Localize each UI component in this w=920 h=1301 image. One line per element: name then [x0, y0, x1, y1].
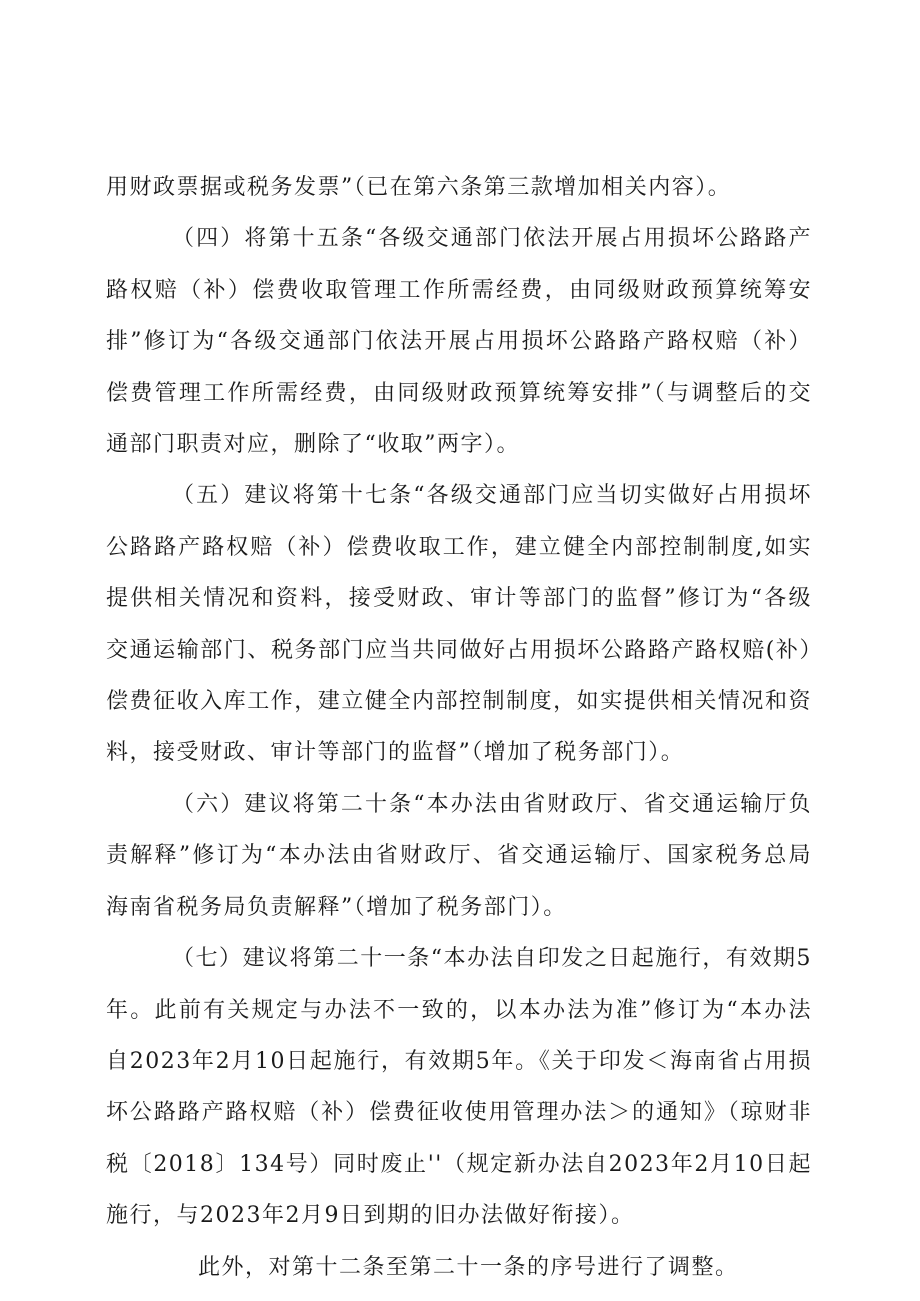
paragraph-item-7: （七）建议将第二十一条“本办法自印发之日起施行，有效期5年。此前有关规定与办法不一致的，以本办法为准”修订为“本办法自2023年2月10日起施行，有效期5年。《关于印发＜海南省占用损坏公路路产路权赔（补）偿费征收使用管理办法＞的通知》（琼财非税〔2018〕134号）同时废止''（规定新办法自2023年2月10日起施行，与2023年2月9日到期的旧办法做好衔接）。	[106, 946, 812, 1229]
paragraph-item-6: （六）建议将第二十条“本办法由省财政厅、省交通运输厅负责解释”修订为“本办法由省财政厅、省交通运输厅、国家税务总局海南省税务局负责解释”（增加了税务部门）。	[106, 791, 812, 920]
paragraph-closing-note: 此外，对第十二条至第二十一条的序号进行了调整。	[198, 1254, 739, 1280]
document-body	[106, 162, 812, 1293]
paragraph-continuation: 用财政票据或税务发票”（已在第六条第三款增加相关内容）。	[106, 175, 732, 200]
paragraph-item-4: （四）将第十五条“各级交通部门依法开展占用损坏公路路产路权赔（补）偿费收取管理工作所需经费，由同级财政预算统筹安排”修订为“各级交通部门依法开展占用损坏公路路产路权赔（补）偿费管理工作所需经费，由同级财政预算统筹安排”（与调整后的交通部门职责对应，删除了“收取”两字）。	[106, 226, 812, 458]
paragraph-item-5: （五）建议将第十七条“各级交通部门应当切实做好占用损坏公路路产路权赔（补）偿费收取工作，建立健全内部控制制度,如实提供相关情况和资料，接受财政、审计等部门的监督”修订为“各级交通运输部门、税务部门应当共同做好占用损坏公路路产路权赔(补）偿费征收入库工作，建立健全内部控制制度，如实提供相关情况和资料，接受财政、审计等部门的监督”（增加了税务部门）。	[106, 483, 812, 766]
